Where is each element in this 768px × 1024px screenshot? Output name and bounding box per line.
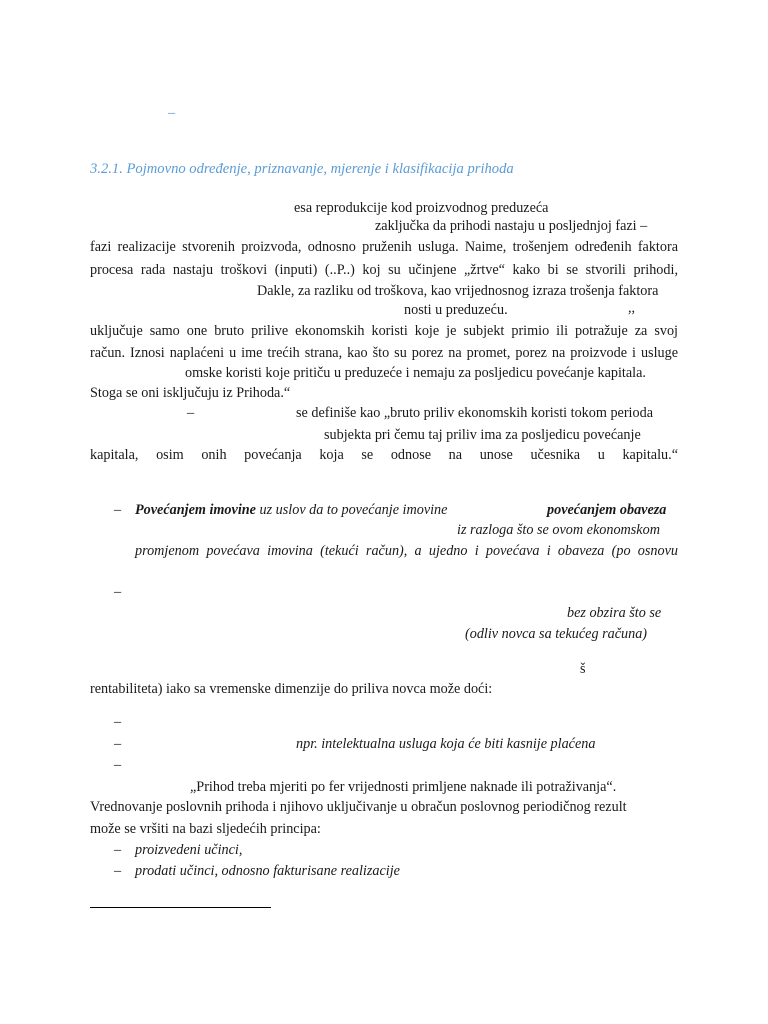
p2-line-3: kapitala, osim onih povećanja koja se odnose na unose učesnika u kapitalu.“ [90,447,678,463]
b1-mid: uz uslov da to povećanje imovine [255,502,448,518]
list1-dash-2: – [114,736,122,752]
top-dash: – [168,105,176,121]
principle-item-2: prodati učinci, odnosno fakturisane realizacije [135,863,400,879]
p1-line-10: Stoga se oni isključuju iz Prihoda.“ [90,385,291,401]
footnote-separator [90,907,271,908]
b1-line-2: iz razloga što se ovom ekonomskom [457,522,660,538]
p1-line-8: račun. Iznosi naplaćeni u ime trećih strana, kao što su porez na promet, porez na proizvode i usluge [90,345,678,361]
rentabiliteta-line: rentabiliteta) iako sa vremenske dimenzije do priliva novca može doći: [90,681,493,697]
p1-line-4: procesa rada nastaju troškovi (inputi) (..P..) koj su učinjene „žrtve“ kako bi se stvorili prihodi, [90,262,678,278]
b1-line-3: promjenom povećava imovina (tekući račun), a ujedno i povećava i obaveza (po osnovu [135,543,678,559]
vrednovanje-line-2: može se vršiti na bazi sljedećih principa: [90,821,321,837]
principle-dash-2: – [114,863,122,879]
p1-line-7: uključuje samo one bruto prilive ekonomskih koristi koje je subjekt primio ili potražuje za svoj [90,323,678,339]
measure-line: „Prihod treba mjeriti po fer vrijednosti primljene naknade ili potraživanja“. [190,779,617,795]
list1-dash-1: – [114,714,122,730]
b2-line-3: (odliv novca sa tekućeg računa) [465,626,648,642]
b1-bold-2: povećanjem obaveza [547,502,667,518]
p1-line-5: Dakle, za razliku od troškova, kao vrijednosnog izraza trošenja faktora [257,283,659,299]
principle-item-1: proizvedeni učinci, [135,842,243,858]
p1-line-6: nosti u preduzeću. [404,302,508,318]
vrednovanje-line-1: Vrednovanje poslovnih prihoda i njihovo uključivanje u obračun poslovnog periodičnog rezult [90,799,627,815]
p2-line-1: se definiše kao „bruto priliv ekonomskih koristi tokom perioda [296,405,653,421]
b2-dash: – [114,584,122,600]
b1-dash: – [114,502,122,518]
list1-item-2: npr. intelektualna usluga koja će biti kasnije plaćena [296,736,596,752]
b1-bold-1: Povećanjem imovine [135,502,256,518]
principle-dash-1: – [114,842,122,858]
stray-char: š [580,661,586,677]
section-heading: 3.2.1. Pojmovno određenje, priznavanje, mjerenje i klasifikacija prihoda [90,161,514,177]
p1-line-2: zaključka da prihodi nastaju u posljednjoj fazi – [375,218,648,234]
p1-line-3: fazi realizacije stvorenih proizvoda, odnosno pruženih usluga. Naime, trošenjem određenih faktora [90,239,678,255]
list1-dash-3: – [114,757,122,773]
p1-line-9: omske koristi koje pritiču u preduzeće i nemaju za posljedicu povećanje kapitala. [185,365,646,381]
p1-line-6-quote: ,, [628,300,636,316]
p2-line-2: subjekta pri čemu taj priliv ima za posljedicu povećanje [324,427,641,443]
b1-line-1 [135,501,447,519]
b2-line-2: bez obzira što se [567,605,662,621]
p1-line-1: esa reprodukcije kod proizvodnog preduzeća [294,200,549,216]
p2-dash: – [187,405,195,421]
